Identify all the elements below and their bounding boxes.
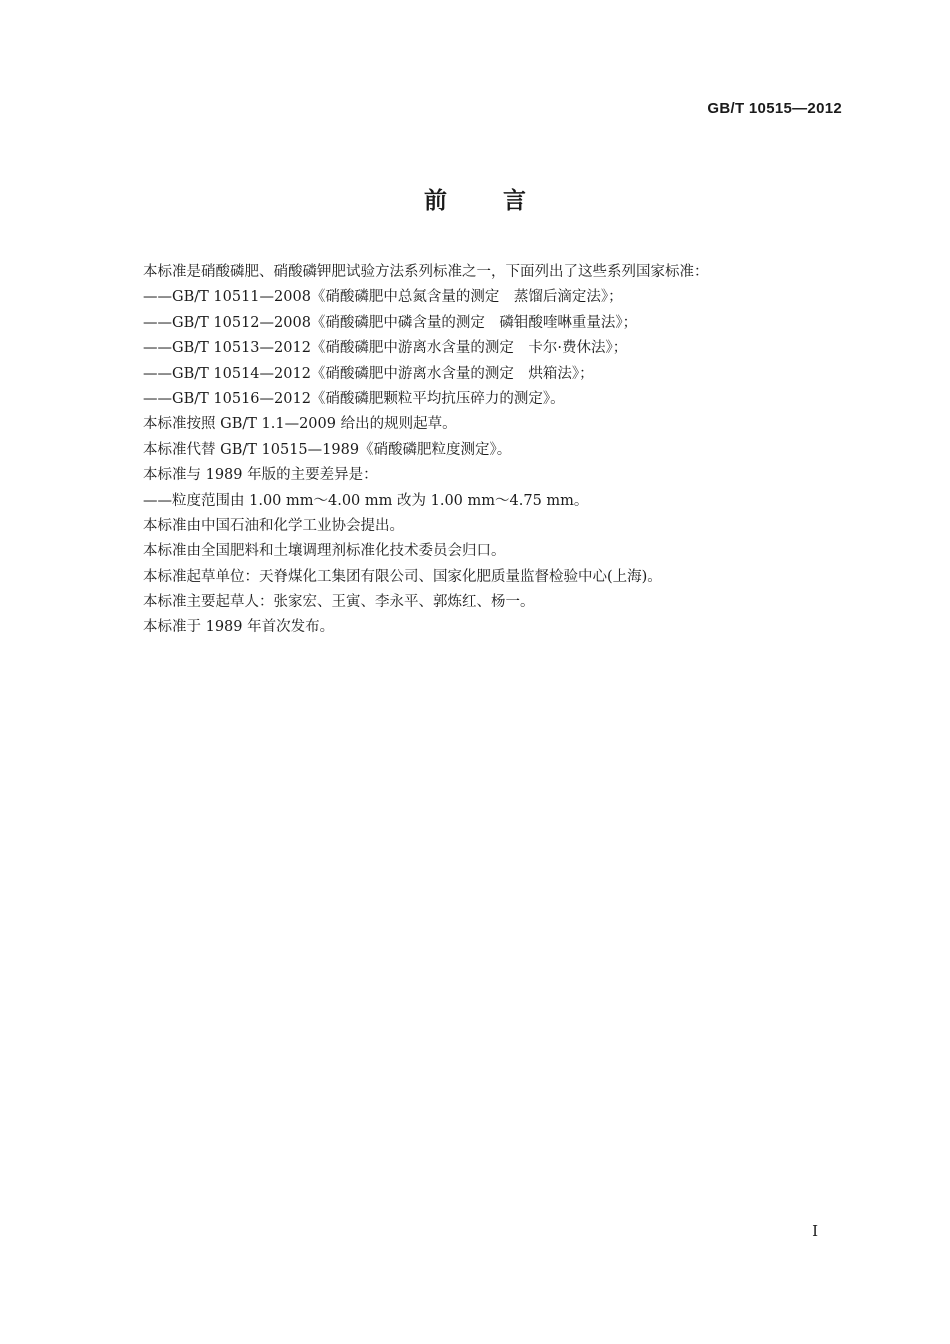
foreword-body bbox=[143, 260, 823, 641]
list-item-standard: ——GB/T 10511—2008《硝酸磷肥中总氮含量的测定 蒸馏后滴定法》； bbox=[143, 289, 623, 306]
page-number: I bbox=[812, 1222, 818, 1240]
paragraph-centralized-by: 本标准由全国肥料和土壤调理剂标准化技术委员会归口。 bbox=[143, 543, 506, 560]
list-item-standard: ——GB/T 10514—2012《硝酸磷肥中游离水含量的测定 烘箱法》； bbox=[143, 365, 594, 382]
paragraph-differences: 本标准与 1989 年版的主要差异是： bbox=[143, 467, 378, 484]
list-item-difference: ——粒度范围由 1.00 mm～4.00 mm 改为 1.00 mm～4.75 mm。 bbox=[143, 492, 589, 509]
paragraph-drafters: 本标准主要起草人：张家宏、王寅、李永平、郭炼红、杨一。 bbox=[143, 594, 535, 611]
list-item-standard: ——GB/T 10512—2008《硝酸磷肥中磷含量的测定 磷钼酸喹啉重量法》； bbox=[143, 314, 638, 331]
page-title: 前言 bbox=[424, 188, 582, 214]
paragraph-intro: 本标准是硝酸磷肥、硝酸磷钾肥试验方法系列标准之一，下面列出了这些系列国家标准： bbox=[143, 264, 709, 280]
paragraph-drafting-rules: 本标准按照 GB/T 1.1—2009 给出的规则起草。 bbox=[143, 416, 457, 433]
paragraph-drafting-units: 本标准起草单位：天脊煤化工集团有限公司、国家化肥质量监督检验中心(上海)。 bbox=[143, 568, 662, 585]
paragraph-first-published: 本标准于 1989 年首次发布。 bbox=[143, 619, 335, 636]
paragraph-proposed-by: 本标准由中国石油和化学工业协会提出。 bbox=[143, 517, 404, 534]
paragraph-replaces: 本标准代替 GB/T 10515—1989《硝酸磷肥粒度测定》。 bbox=[143, 441, 512, 458]
list-item-standard: ——GB/T 10513—2012《硝酸磷肥中游离水含量的测定 卡尔·费休法》； bbox=[143, 340, 628, 357]
list-item-standard: ——GB/T 10516—2012《硝酸磷肥颗粒平均抗压碎力的测定》。 bbox=[143, 390, 565, 407]
document-code: GB/T 10515—2012 bbox=[707, 100, 842, 117]
